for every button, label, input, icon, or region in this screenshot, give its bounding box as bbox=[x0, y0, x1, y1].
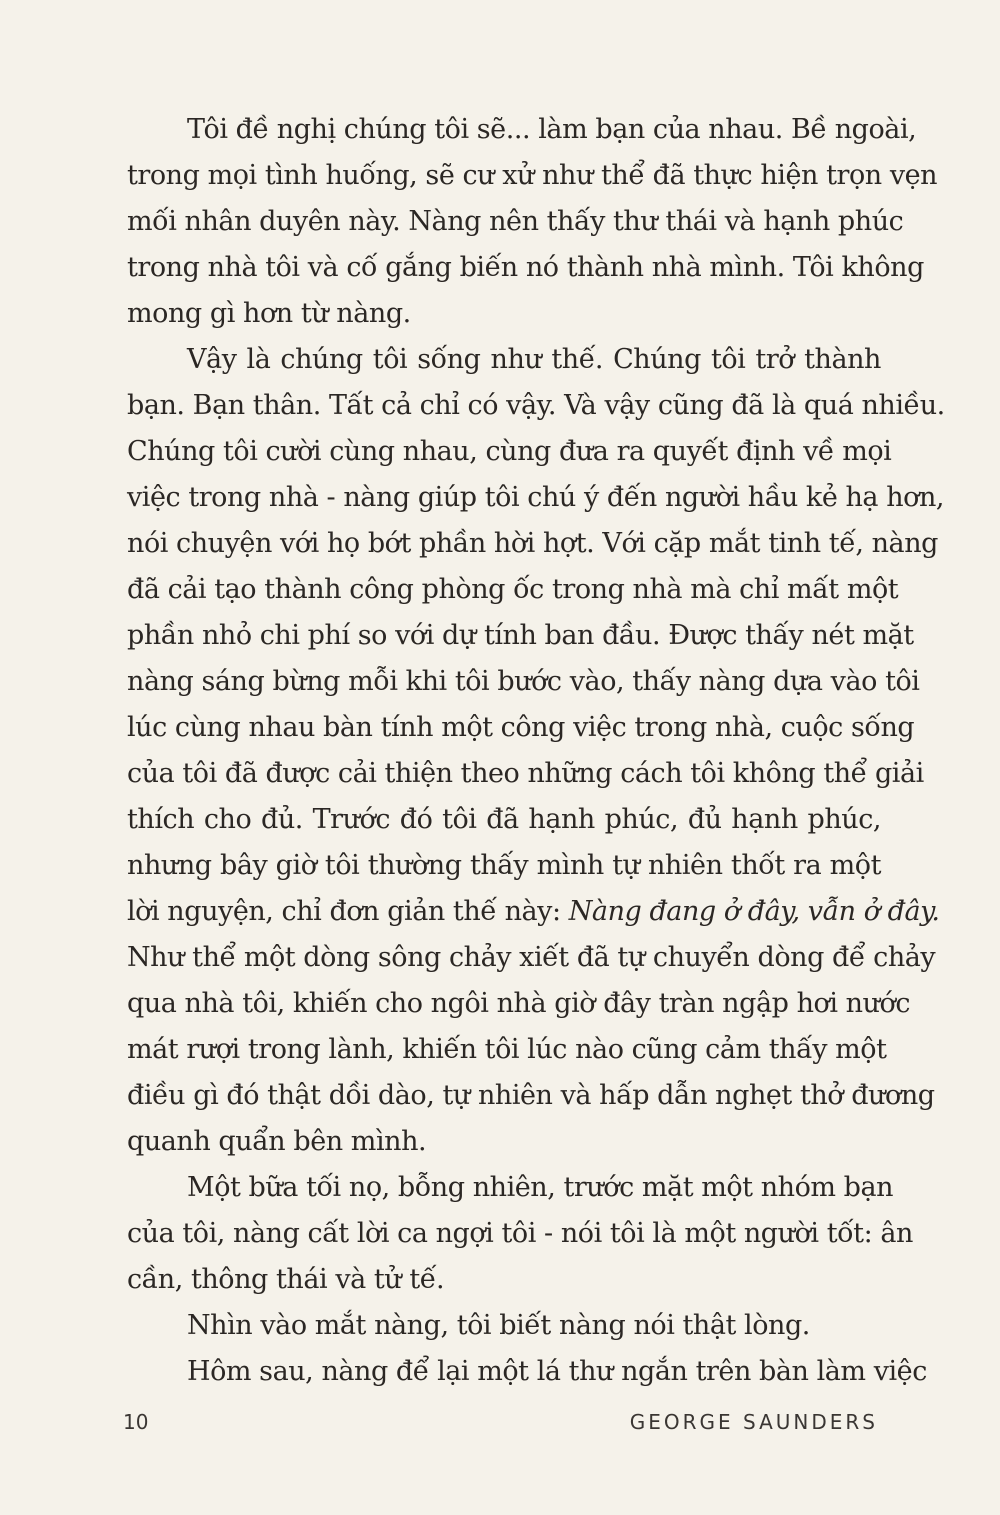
text-line: mối nhân duyên này. Nàng nên thấy thư thái và hạnh phúc bbox=[127, 206, 904, 237]
text-line: phần nhỏ chi phí so với dự tính ban đầu. Được thấy nét mặt bbox=[127, 620, 914, 651]
text-line: Vậy là chúng tôi sống như thế. Chúng tôi trở thành bbox=[187, 344, 881, 375]
paragraph-2 bbox=[127, 337, 945, 1165]
paragraph-5 bbox=[127, 1349, 927, 1395]
text-line: qua nhà tôi, khiến cho ngôi nhà giờ đây tràn ngập hơi nước bbox=[127, 988, 910, 1019]
text-line: Tôi đề nghị chúng tôi sẽ... làm bạn của nhau. Bề ngoài, bbox=[187, 114, 917, 145]
text-line-prefix: lời nguyện, chỉ đơn giản thế này: bbox=[127, 896, 569, 927]
text-line: của tôi, nàng cất lời ca ngợi tôi - nói tôi là một người tốt: ân bbox=[127, 1218, 913, 1249]
text-line: điều gì đó thật dồi dào, tự nhiên và hấp dẫn nghẹt thở đương bbox=[127, 1080, 935, 1111]
paragraph-3 bbox=[127, 1165, 913, 1303]
text-line: mong gì hơn từ nàng. bbox=[127, 298, 411, 329]
text-line: trong nhà tôi và cố gắng biến nó thành nhà mình. Tôi không bbox=[127, 252, 924, 283]
text-line: bạn. Bạn thân. Tất cả chỉ có vậy. Và vậy cũng đã là quá nhiều. bbox=[127, 390, 945, 421]
body-text bbox=[127, 107, 945, 1395]
paragraph-4 bbox=[127, 1303, 881, 1349]
text-line: mát rượi trong lành, khiến tôi lúc nào cũng cảm thấy một bbox=[127, 1034, 887, 1065]
text-line: Nhìn vào mắt nàng, tôi biết nàng nói thật lòng. bbox=[187, 1310, 810, 1341]
text-line: nói chuyện với họ bớt phần hời hợt. Với cặp mắt tinh tế, nàng bbox=[127, 528, 938, 559]
running-head-author: GEORGE SAUNDERS bbox=[629, 1410, 878, 1434]
text-line-with-italic bbox=[127, 889, 940, 935]
text-line: việc trong nhà - nàng giúp tôi chú ý đến người hầu kẻ hạ hơn, bbox=[127, 482, 945, 513]
text-line: thích cho đủ. Trước đó tôi đã hạnh phúc, đủ hạnh phúc, bbox=[127, 804, 881, 835]
text-line: lúc cùng nhau bàn tính một công việc trong nhà, cuộc sống bbox=[127, 712, 915, 743]
text-line: nàng sáng bừng mỗi khi tôi bước vào, thấy nàng dựa vào tôi bbox=[127, 666, 920, 697]
text-line: cần, thông thái và tử tế. bbox=[127, 1264, 445, 1295]
paragraph-1 bbox=[127, 107, 938, 337]
text-line: quanh quẩn bên mình. bbox=[127, 1126, 427, 1157]
text-line: trong mọi tình huống, sẽ cư xử như thể đã thực hiện trọn vẹn bbox=[127, 160, 938, 191]
italic-emphasis: Nàng đang ở đây, vẫn ở đây. bbox=[568, 896, 940, 927]
text-line: Hôm sau, nàng để lại một lá thư ngắn trên bàn làm việc bbox=[187, 1356, 927, 1387]
text-line: Một bữa tối nọ, bỗng nhiên, trước mặt một nhóm bạn bbox=[187, 1172, 894, 1203]
page-number: 10 bbox=[123, 1410, 149, 1434]
text-line: nhưng bây giờ tôi thường thấy mình tự nhiên thốt ra một bbox=[127, 850, 881, 881]
text-line: Chúng tôi cười cùng nhau, cùng đưa ra quyết định về mọi bbox=[127, 436, 892, 467]
text-line: Như thể một dòng sông chảy xiết đã tự chuyển dòng để chảy bbox=[127, 942, 936, 973]
text-line: của tôi đã được cải thiện theo những cách tôi không thể giải bbox=[127, 758, 924, 789]
text-line: đã cải tạo thành công phòng ốc trong nhà mà chỉ mất một bbox=[127, 574, 899, 605]
